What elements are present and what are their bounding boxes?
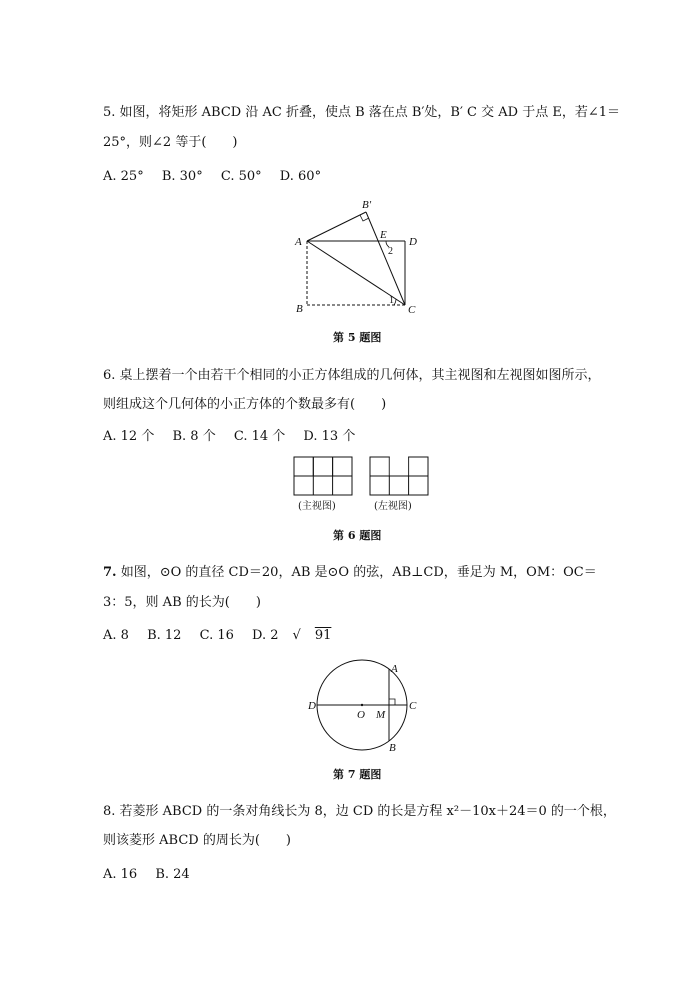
q6-front-view bbox=[294, 457, 352, 495]
q6-choice-d: D. 13 个 bbox=[303, 429, 356, 444]
q5-label-c: C bbox=[408, 304, 416, 316]
q5-choice-a: A. 25° bbox=[103, 169, 144, 184]
q8-choice-b: B. 24 bbox=[155, 867, 190, 882]
q5-figure-caption: 第 5 题图 bbox=[333, 331, 382, 344]
q5-label-angle-2: 2 bbox=[388, 246, 393, 257]
q8-choices bbox=[103, 866, 190, 884]
q7-label-c: C bbox=[409, 700, 417, 712]
q5-label-a: A bbox=[295, 236, 302, 248]
q6-left-view bbox=[370, 457, 428, 496]
q5-text-line1: 5. 如图，将矩形 ABCD 沿 AC 折叠，使点 B 落在点 B′处，B′ C 交 AD 于点 E，若∠1＝ bbox=[103, 105, 620, 120]
q6-text-line1: 6. 桌上摆着一个由若干个相同的小正方体组成的几何体，其主视图和左视图如图所示， bbox=[103, 368, 601, 383]
q7-label-d: D bbox=[308, 700, 316, 712]
q5-label-b-prime: B′ bbox=[362, 199, 372, 211]
q5-choices bbox=[103, 168, 321, 186]
q7-choice-b: B. 12 bbox=[147, 628, 182, 643]
q7-choice-d bbox=[252, 628, 331, 643]
q7-label-a: A bbox=[391, 663, 398, 675]
q7-text-line1-body: 如图，⊙O 的直径 CD＝20，AB 是⊙O 的弦，AB⊥CD，垂足为 M，OM：OC＝ bbox=[120, 565, 597, 580]
q5-choice-c: C. 50° bbox=[220, 169, 262, 184]
q8-text-line2: 则该菱形 ABCD 的周长为( ) bbox=[103, 833, 291, 848]
q6-text-line2: 则组成这个几何体的小正方体的个数最多有( ) bbox=[103, 397, 387, 412]
q5-choice-d: D. 60° bbox=[279, 169, 322, 184]
q7-choice-a: A. 8 bbox=[103, 628, 129, 643]
q7-text-line1 bbox=[103, 564, 597, 582]
q7-number: 7. bbox=[103, 565, 117, 580]
q6-front-view-label: (主视图) bbox=[298, 501, 336, 512]
q7-figure-caption: 第 7 题图 bbox=[333, 768, 382, 781]
q7-label-b: B bbox=[389, 742, 396, 754]
q5-label-b: B bbox=[296, 303, 303, 315]
q5-choice-b: B. 30° bbox=[161, 169, 203, 184]
q7-right-angle-mark bbox=[389, 699, 395, 705]
q7-choice-d-radicand: 91 bbox=[314, 628, 332, 643]
q6-views-figure bbox=[292, 455, 432, 497]
q6-figure-caption: 第 6 题图 bbox=[333, 529, 382, 542]
q7-text-line2: 3：5，则 AB 的长为( ) bbox=[103, 595, 261, 610]
q5-text-line2: 25°，则∠2 等于( ) bbox=[103, 135, 238, 150]
q7-label-m: M bbox=[376, 709, 386, 721]
q5-edge-ab-prime bbox=[307, 212, 366, 241]
q5-edge-b-prime-c bbox=[366, 212, 405, 305]
q5-label-e: E bbox=[380, 229, 387, 241]
q5-figure bbox=[290, 195, 430, 320]
q6-choice-c: C. 14 个 bbox=[233, 429, 286, 444]
q7-choice-c: C. 16 bbox=[199, 628, 234, 643]
q6-choice-b: B. 8 个 bbox=[172, 429, 216, 444]
q5-angle-1-arc bbox=[394, 299, 396, 305]
q8-choice-a: A. 16 bbox=[103, 867, 138, 882]
q7-choices bbox=[103, 627, 331, 645]
q6-choices bbox=[103, 428, 355, 446]
q6-choice-a: A. 12 个 bbox=[103, 429, 155, 444]
q7-label-o: O bbox=[357, 709, 365, 721]
radical-sign-icon: √ bbox=[292, 628, 301, 643]
q7-choice-d-prefix: D. 2 bbox=[252, 628, 279, 643]
q8-text-line1: 8. 若菱形 ABCD 的一条对角线长为 8，边 CD 的长是方程 x²－10x＋24＝0 的一个根， bbox=[103, 804, 616, 819]
q6-left-view-label: (左视图) bbox=[374, 501, 412, 512]
q5-label-angle-1: 1 bbox=[389, 295, 394, 306]
q7-circle-figure bbox=[305, 655, 425, 755]
q5-label-d: D bbox=[409, 236, 417, 248]
q7-center-point bbox=[361, 704, 363, 706]
